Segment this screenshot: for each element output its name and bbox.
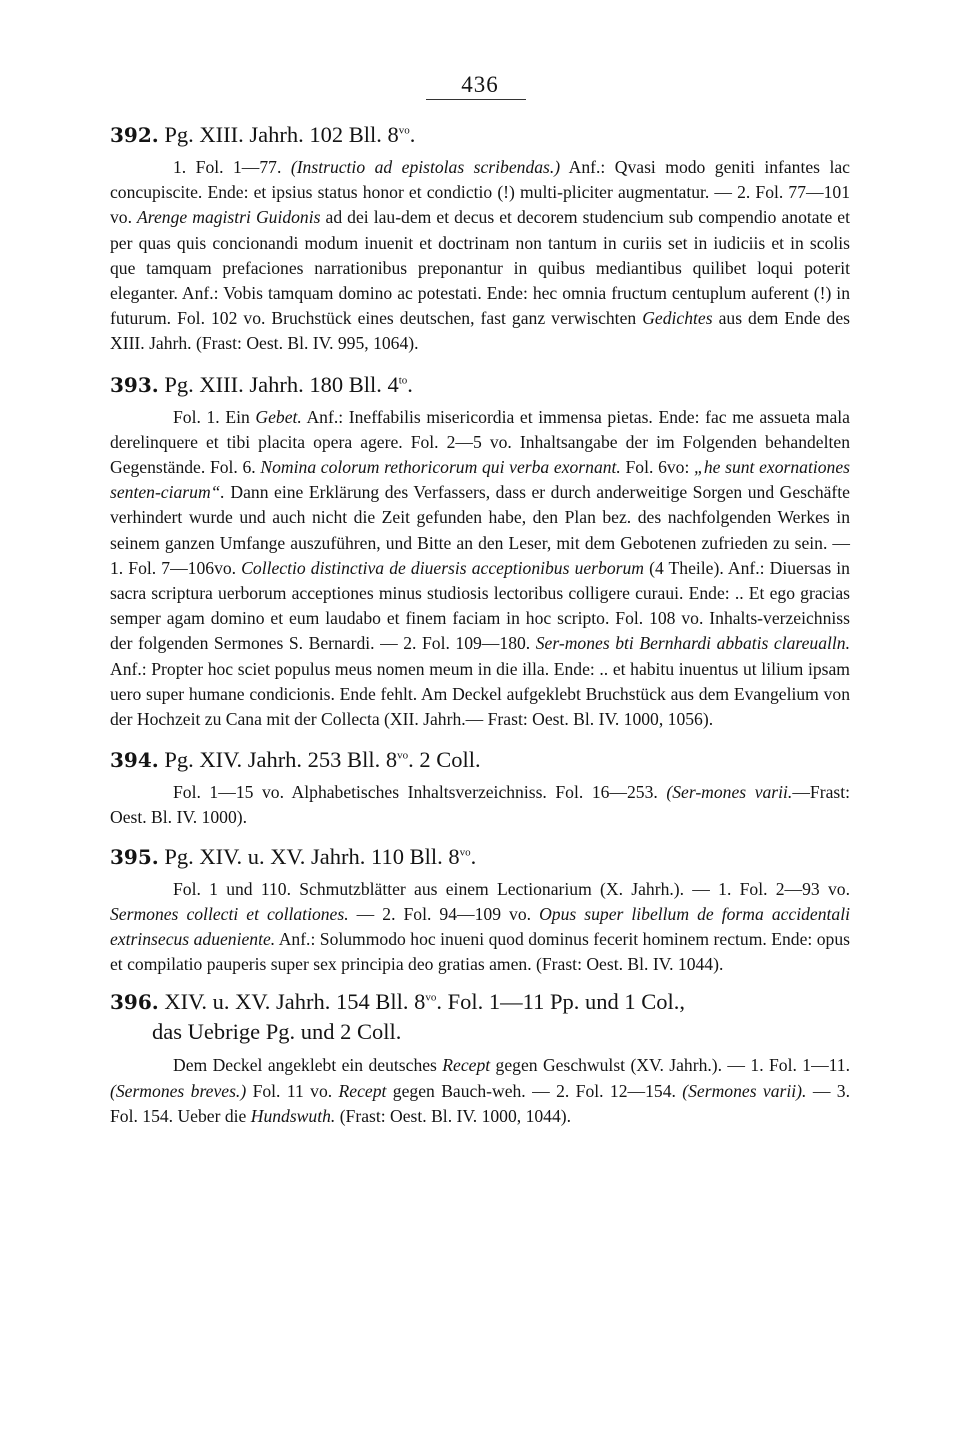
- catalog-entry-396: [110, 987, 850, 1129]
- body-text-run: Dann eine Erklärung des Verfassers, dass er durch anderweitige Sorgen und Geschäfte verhindert wurde und auch nicht die Zeit gefunden habe, den Plan bez. des nachfolgenden Werkes in seinem ganzen Umfange auszuführen, und Bitte an den Leser, mit dem Gebotenen zufrieden zu sein. — 1. Fol. 7—106vo.: [110, 482, 850, 578]
- italic-title-run: Gebet.: [255, 406, 302, 427]
- entry-heading-end: . 2 Coll.: [408, 747, 481, 773]
- catalog-entries: [110, 121, 850, 1129]
- body-text-run: (4 Theile). Anf.: Diuersas in sacra scriptura uerborum acceptiones minus studiosis lectoribus colligere curaui. Ende: .. Et ego gracias semper agam domino et eum laudabo et finem faciam in hoc scripto. Fol. 108 vo. Inhalts-verzeichniss der folgenden Sermones S. Bernardi. — 2. Fol. 109—180.: [110, 557, 850, 654]
- body-text-run: gegen Geschwulst (XV. Jahrh.). — 1. Fol. 1—11.: [490, 1055, 850, 1076]
- entry-heading-text: XIV. u. XV. Jahrh. 154 Bll. 8: [164, 989, 426, 1015]
- entry-heading-text: Pg. XIII. Jahrh. 102 Bll. 8: [164, 122, 399, 147]
- body-text-run: ad dei lau-dem et decus et decorem studencium sub compendio anotate et per quas quis concionandi modum inuenit et doctrinam non tantum in curiis set in iudiciis et in scolis que tamquam prefaciones narrationibus preponantur in quibus mediantibus quilibet loqui poterit eleganter. Anf.: Vobis tamquam domino ac potestati. Ende: hec omnia fructum centuplum auferent (!) in futurum. Fol. 102 vo. Bruchstück eines deutschen, fast ganz verwischten: [110, 207, 851, 329]
- italic-title-run: „he sunt exornationes senten-ciarum“.: [110, 457, 850, 503]
- entry-description: [110, 405, 850, 733]
- body-text-run: Fol. 11 vo.: [246, 1080, 339, 1101]
- entry-number: 394.: [110, 748, 159, 773]
- body-text-run: aus dem Ende des XIII. Jahrh. (Frast: Oest. Bl. IV. 995, 1064).: [110, 308, 850, 354]
- entry-heading-end: .: [407, 371, 413, 397]
- format-superscript: vo: [398, 124, 410, 137]
- italic-title-run: Gedichtes: [642, 308, 713, 329]
- italic-title-run: Recept: [442, 1055, 491, 1076]
- body-text-run: — 2. Fol. 94—109 vo.: [348, 903, 540, 924]
- entry-heading: [110, 746, 850, 774]
- page-number-rule: [426, 99, 526, 100]
- italic-title-run: Nomina colorum rethoricorum qui verba exornant.: [260, 457, 621, 478]
- italic-title-run: Opus super libellum de forma accidentali extrinsecus adueniente.: [110, 903, 850, 950]
- entry-heading: [110, 121, 850, 149]
- entry-heading-text: Pg. XIV. Jahrh. 253 Bll. 8: [164, 747, 398, 773]
- format-superscript: to: [398, 374, 408, 387]
- entry-heading-text: Pg. XIV. u. XV. Jahrh. 110 Bll. 8: [164, 843, 460, 869]
- body-text-run: — 3. Fol. 154. Ueber die: [110, 1080, 851, 1126]
- page-number: 436: [461, 72, 499, 97]
- italic-title-run: Hundswuth.: [250, 1105, 336, 1126]
- format-superscript: vo: [459, 846, 471, 859]
- entry-description: [110, 780, 850, 830]
- italic-title-run: Ser-mones bti Bernhardi abbatis clareualln.: [535, 633, 850, 654]
- body-text-run: Anf.: Ineffabilis misericordia et immensa pietas. Ende: fac me assueta mala derelinquere et tibi placita opera agere. Fol. 2—5 vo. Inhaltsangabe der im Folgenden behandelten Gegenstände. Fol. 6.: [110, 406, 850, 478]
- entry-heading-text: Pg. XIII. Jahrh. 180 Bll. 4: [164, 371, 399, 397]
- entry-heading: [110, 371, 850, 399]
- body-text-run: Fol. 6vo:: [620, 457, 695, 478]
- entry-description: [110, 1053, 850, 1129]
- format-superscript: vo: [397, 749, 409, 762]
- entry-description: [110, 155, 850, 357]
- entry-heading-end: .: [470, 843, 477, 869]
- body-text-run: Dem Deckel angeklebt ein deutsches: [173, 1055, 443, 1076]
- body-text-run: Anf.: Solummodo hoc inueni quod dominus fecerit hominem rectum. Ende: opus et compilatio pauperis super sex principia deo gratias amen. (Frast: Oest. Bl. IV. 1044).: [110, 929, 850, 975]
- entry-heading: [110, 843, 850, 871]
- entry-number: 392.: [110, 123, 159, 147]
- catalog-entry-392: [110, 121, 850, 357]
- entry-heading-continuation: das Uebrige Pg. und 2 Coll.: [152, 1019, 402, 1045]
- body-text-run: gegen Bauch-weh. — 2. Fol. 12—154.: [386, 1080, 683, 1101]
- entry-heading: [110, 987, 850, 1047]
- body-text-run: Fol. 1—15 vo. Alphabetisches Inhaltsverzeichniss. Fol. 16—253.: [173, 782, 667, 803]
- entry-number: 396.: [110, 990, 159, 1015]
- body-text-run: Anf.: Propter hoc sciet populus meus nomen meum in die illa. Ende: .. et habitu inuentus ut lilium ipsam uero super humane condicionis. Ende fehlt. Am Deckel aufgeklebt Bruchstück aus dem Evangelium von der Hochzeit zu Cana mit der Collecta (XII. Jahrh.— Frast: Oest. Bl. IV. 1000, 1056).: [110, 658, 850, 730]
- italic-title-run: Arenge magistri Guidonis: [137, 207, 321, 228]
- entry-heading-end: . Fol. 1—11 Pp. und 1 Col.,: [436, 989, 685, 1015]
- entry-number: 393.: [110, 372, 159, 397]
- italic-title-run: Recept: [338, 1080, 387, 1101]
- entry-heading-end: .: [409, 122, 416, 147]
- italic-title-run: (Sermones varii).: [682, 1080, 807, 1101]
- italic-title-run: (Ser-mones varii.: [666, 782, 793, 803]
- format-superscript: vo: [425, 991, 437, 1004]
- body-text-run: —Frast: Oest. Bl. IV. 1000).: [110, 782, 850, 828]
- body-text-run: (Frast: Oest. Bl. IV. 1000, 1044).: [335, 1105, 572, 1126]
- body-text-run: Anf.: Qvasi modo geniti infantes lac concupiscite. Ende: et ipsius status honor et condictio (!) multi-pliciter augmentatur. — 2. Fol. 77—101 vo.: [110, 157, 850, 228]
- italic-title-run: (Instructio ad epistolas scribendas.): [290, 157, 561, 177]
- entry-number: 395.: [110, 844, 159, 869]
- entry-description: [110, 877, 850, 978]
- body-text-run: Fol. 1 und 110. Schmutzblätter aus einem Lectionarium (X. Jahrh.). — 1. Fol. 2—93 vo.: [173, 878, 850, 899]
- body-text-run: Fol. 1. Ein: [173, 406, 256, 427]
- italic-title-run: Collectio distinctiva de diuersis acceptionibus uerborum: [241, 557, 644, 578]
- catalog-entry-394: [110, 746, 850, 830]
- catalog-entry-393: [110, 371, 850, 733]
- catalog-entry-395: [110, 843, 850, 978]
- italic-title-run: Sermones collecti et collationes.: [110, 903, 349, 924]
- body-text-run: 1. Fol. 1—77.: [173, 157, 291, 177]
- italic-title-run: (Sermones breves.): [110, 1080, 247, 1101]
